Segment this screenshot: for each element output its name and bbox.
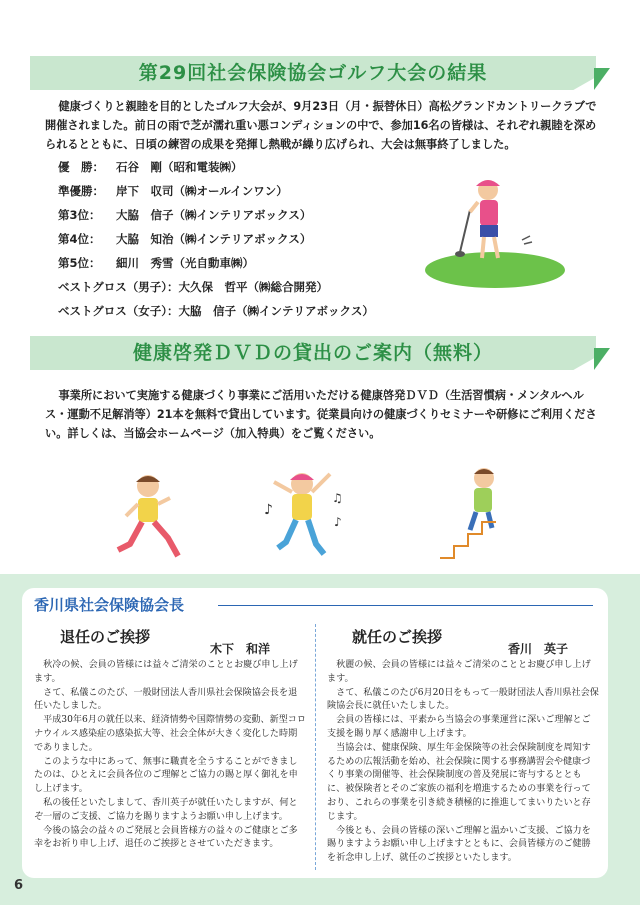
golf-title: 第29回社会保険協会ゴルフ大会の結果 (138, 62, 488, 84)
dvd-banner (30, 336, 610, 370)
appoint-paragraph: 当協会は、健康保険、厚生年金保険等の社会保険制度を周知するための広報活動を始め、社会保険に関する事務講習会や健康づくり事業の開催等、社会保険制度の普及発展に寄与するとともに、被保険者とそのご家族の福利を増進するための事業を行っており、これらの事業を引き続き積極的に推進してまいりたいと存じます。 (327, 742, 591, 822)
golf-intro: 健康づくりと親睦を目的としたゴルフ大会が、9月23日（月・振替休日）高松グランドカントリークラブで開催されました。前日の雨で芝が濡れ重い悪コンディションの中で、参加16名の皆様は、それぞれ親睦を深められるとともに、日頃の練習の成果を発揮し熱戦が繰り広げられ、大会は無事終了しました。 (45, 100, 597, 151)
appoint-body (327, 659, 599, 866)
svg-text:♪: ♪ (264, 502, 273, 518)
result-row: ベストグロス（男子）：大久保 哲平（㈱総合開発） (58, 280, 329, 294)
retire-body (34, 659, 306, 852)
retire-paragraph: 私の後任といたしまして、香川英子が就任いたしますが、何とぞ一層のご支援、ご協力を賜りますようお願い申し上げます。 (34, 797, 298, 822)
dancing-person-illustration (260, 462, 350, 572)
appoint-paragraph: 会員の皆様には、平素から当協会の事業運営に深いご理解とご支援を賜り厚く感謝申し上げます。 (327, 715, 591, 739)
appoint-paragraph: 今後とも、会員の皆様の深いご理解と温かいご支援、ご協力を賜りますようお願い申し上げますとともに、会員皆様方のご健勝を祈念申し上げ、就任のご挨拶といたします。 (327, 825, 591, 864)
svg-text:♫: ♫ (332, 491, 343, 505)
retire-paragraph: 今後の協会の益々のご発展と会員皆様方の益々のご健康とご多幸をお祈り申し上げ、退任のご挨拶とさせていただきます。 (34, 825, 298, 850)
golfer-illustration (420, 170, 570, 290)
appoint-paragraph: さて、私儀このたび6月20日をもって一般財団法人香川県社会保険協会長に就任いたしました。 (327, 687, 599, 712)
column-divider (315, 624, 316, 870)
section-divider-line (218, 605, 593, 606)
retire-paragraph: 秋冷の候、会員の皆様には益々ご清栄のこととお慶び申し上げます。 (34, 660, 298, 684)
result-row: 準優勝： 岸下 収司（㈱オールインワン） (58, 184, 288, 198)
dvd-body: 事業所において実施する健康づくり事業にご活用いただける健康啓発ＤＶＤ（生活習慣病・メンタルヘルス・運動不足解消等）21本を無料で貸出しています。従業員向けの健康づくりセミナーや研修にご利用ください。詳しくは、当協会ホームページ（加入特典）をご覧ください。 (45, 389, 597, 440)
page-number: 6 (14, 878, 24, 893)
retire-heading: 退任のご挨拶 (60, 628, 151, 646)
retire-name: 木下 和洋 (210, 642, 271, 656)
retire-paragraph: さて、私儀このたび、一般財団法人香川県社会保険協会長を退任いたしました。 (34, 687, 298, 712)
dvd-title: 健康啓発ＤＶＤの貸出のご案内（無料） (132, 342, 493, 364)
chairman-section-title: 香川県社会保険協会長 (34, 596, 185, 614)
retire-paragraph: 平成30年6月の就任以来、経済情勢や国際情勢の変動、新型コロナウイルス感染症の感染拡大等、社会全体が大きく変化した時期でありました。 (34, 715, 306, 753)
running-person-illustration (108, 468, 198, 568)
retire-paragraph: このような中にあって、無事に職責を全うすることができましたのは、ひとえに会員各位のご理解とご協力の賜と厚く御礼を申し上げます。 (34, 756, 298, 795)
result-row: ベストグロス（女子）：大脇 信子（㈱インテリアボックス） (58, 304, 374, 318)
result-row: 第5位： 細川 秀雪（光自動車㈱） (58, 256, 254, 270)
result-row: 第3位： 大脇 信子（㈱インテリアボックス） (58, 208, 312, 222)
svg-text:♪: ♪ (334, 515, 342, 529)
result-row: 優 勝： 石谷 剛（昭和電装㈱） (58, 160, 243, 174)
golf-banner (30, 56, 610, 90)
appoint-name: 香川 英子 (508, 642, 569, 656)
appoint-heading: 就任のご挨拶 (352, 628, 443, 646)
appoint-paragraph: 秋麗の候、会員の皆様には益々ご清栄のこととお慶び申し上げます。 (327, 660, 591, 684)
golf-results-list (58, 155, 458, 323)
result-row: 第4位： 大脇 知治（㈱インテリアボックス） (58, 232, 312, 246)
stair-climbing-illustration (440, 462, 510, 562)
